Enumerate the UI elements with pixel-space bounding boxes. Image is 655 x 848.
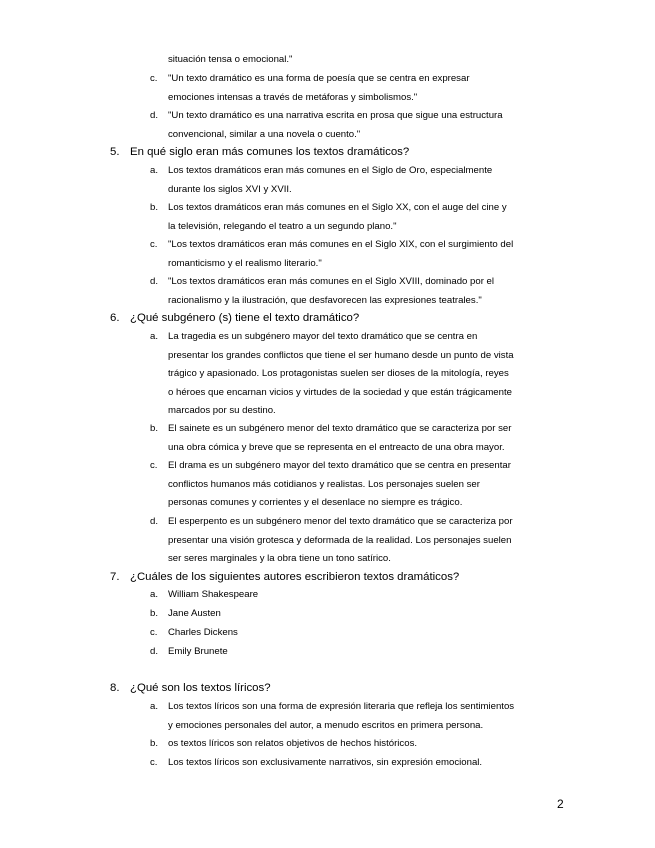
option-text: La tragedia es un subgénero mayor del texto dramático que se centra en presentar los grandes conflictos que tiene el ser humano desde un punto de vista trágico y apasionado. Los protagonistas suelen ser dioses de la mitología, reyes o héroes que encarnan vicios y virtudes de la sociedad y que están trágicamente marcados por su destino. (168, 331, 514, 416)
question-number: 5. (110, 146, 120, 158)
option-text: "Un texto dramático es una forma de poesía que se centra en expresar emociones intensas a través de metáforas y simbolismos." (168, 73, 470, 103)
option-text: "Los textos dramáticos eran más comunes en el Siglo XIX, con el surgimiento del romanticismo y el realismo literario." (168, 239, 514, 269)
option-letter: b. (150, 423, 159, 434)
option-text: Los textos líricos son exclusivamente narrativos, sin expresión emocional. (168, 757, 483, 768)
option-letter: d. (150, 110, 159, 121)
option-text: os textos líricos son relatos objetivos de hechos históricos. (168, 738, 418, 749)
option-letter: c. (150, 757, 158, 768)
option-text: Charles Dickens (168, 627, 238, 638)
option-letter: c. (150, 239, 158, 250)
option-letter: a. (150, 701, 159, 712)
option-letter: d. (150, 276, 159, 287)
question-title: ¿Cuáles de los siguientes autores escribieron textos dramáticos? (130, 571, 460, 583)
question-number: 8. (110, 682, 120, 694)
option-text: El esperpento es un subgénero menor del texto dramático que se caracteriza por presentar una visión grotesca y deformada de la realidad. Los personajes suelen ser seres marginales y la obra tiene un tono satírico. (168, 516, 513, 564)
option-text: William Shakespeare (168, 589, 259, 600)
option-text: "Un texto dramático es una narrativa escrita en prosa que sigue una estructura convencional, similar a una novela o cuento." (168, 110, 503, 140)
option-text: Los textos líricos son una forma de expresión literaria que refleja los sentimientos y emociones personales del autor, a menudo escritos en primera persona. (168, 701, 515, 731)
question-title: ¿Qué subgénero (s) tiene el texto dramático? (130, 312, 360, 324)
option-letter: d. (150, 646, 159, 657)
option-text: "Los textos dramáticos eran más comunes en el Siglo XVIII, dominado por el racionalismo y la ilustración, que desfavorecen las expresiones teatrales." (168, 276, 495, 306)
option-text: Los textos dramáticos eran más comunes en el Siglo XX, con el auge del cine y la televisión, relegando el teatro a un segundo plano." (168, 202, 507, 232)
option-text: Emily Brunete (168, 646, 228, 657)
option-letter: b. (150, 202, 159, 213)
option-letter: c. (150, 460, 158, 471)
continuation-text: situación tensa o emocional." (168, 54, 293, 65)
option-text: Jane Austen (168, 608, 221, 619)
option-letter: a. (150, 589, 159, 600)
option-letter: c. (150, 73, 158, 84)
question-title: ¿Qué son los textos líricos? (130, 682, 271, 694)
option-letter: c. (150, 627, 158, 638)
option-letter: d. (150, 516, 159, 527)
option-text: El drama es un subgénero mayor del texto dramático que se centra en presentar conflictos humanos más cotidianos y realistas. Los personajes suelen ser personas comunes y corrientes y el desenlace no siempre es trágico. (168, 460, 511, 508)
option-letter: a. (150, 165, 159, 176)
option-text: El sainete es un subgénero menor del texto dramático que se caracteriza por ser una obra cómica y breve que se representa en el entreacto de una obra mayor. (168, 423, 512, 453)
option-letter: b. (150, 738, 159, 749)
option-letter: b. (150, 608, 159, 619)
question-number: 6. (110, 312, 120, 324)
option-text: Los textos dramáticos eran más comunes en el Siglo de Oro, especialmente durante los siglos XVI y XVII. (168, 165, 493, 195)
question-title: En qué siglo eran más comunes los textos dramáticos? (130, 146, 410, 158)
page-number: 2 (557, 797, 564, 811)
option-letter: a. (150, 331, 159, 342)
question-number: 7. (110, 571, 120, 583)
